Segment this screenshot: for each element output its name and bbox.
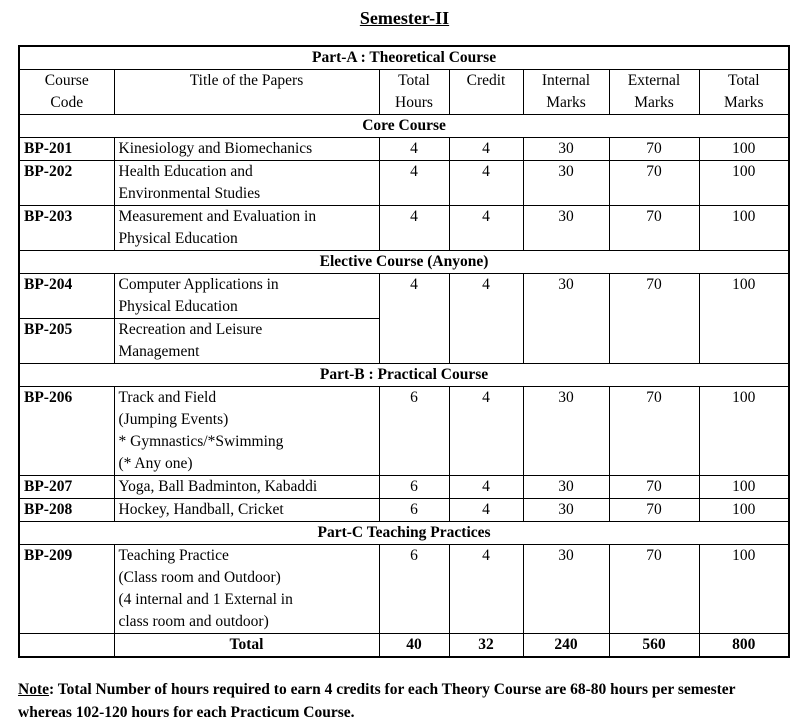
course-title-line: (4 internal and 1 External in xyxy=(118,591,293,608)
course-title-cell xyxy=(114,545,379,634)
course-title-line: Physical Education xyxy=(118,298,238,315)
course-code-cell: BP-209 xyxy=(19,545,114,634)
column-header-line: Marks xyxy=(723,94,764,111)
total-row xyxy=(19,634,789,658)
column-header-line: Internal xyxy=(541,72,591,89)
hours-cell: 4 xyxy=(379,161,449,206)
course-code-cell: BP-202 xyxy=(19,161,114,206)
page-title: Semester-II xyxy=(359,8,450,28)
credit-cell: 4 xyxy=(449,476,523,499)
section-row-core xyxy=(19,115,789,138)
column-header-line: Total xyxy=(727,72,760,89)
course-code-cell: BP-204 xyxy=(19,274,114,319)
course-title-cell xyxy=(114,476,379,499)
total-row-empty-cell xyxy=(19,634,114,658)
internal-marks-cell: 30 xyxy=(523,476,609,499)
section-row-part-a xyxy=(19,46,789,70)
total-marks-cell: 100 xyxy=(699,387,789,476)
internal-marks-cell: 30 xyxy=(523,206,609,251)
total-external-sum: 560 xyxy=(609,634,699,658)
hours-cell: 4 xyxy=(379,206,449,251)
course-title-line: Management xyxy=(118,343,200,360)
table-row-bp204 xyxy=(19,274,789,319)
external-marks-cell: 70 xyxy=(609,206,699,251)
course-title-line: Physical Education xyxy=(118,230,238,247)
section-header-elective: Elective Course (Anyone) xyxy=(19,251,789,274)
course-title-line: Kinesiology and Biomechanics xyxy=(118,140,313,157)
column-header-line: External xyxy=(627,72,681,89)
course-title-line: Environmental Studies xyxy=(118,185,261,202)
course-title-line: (Jumping Events) xyxy=(118,411,229,428)
column-header-line: Marks xyxy=(546,94,586,111)
column-header-row xyxy=(19,70,789,115)
total-marks-cell: 100 xyxy=(699,206,789,251)
course-title-line: class room and outdoor) xyxy=(118,613,269,630)
credit-cell: 4 xyxy=(449,499,523,522)
footnote-label: Note xyxy=(18,681,49,698)
table-row-bp203 xyxy=(19,206,789,251)
internal-marks-cell: 30 xyxy=(523,387,609,476)
course-code-cell: BP-205 xyxy=(19,319,114,364)
section-row-elective xyxy=(19,251,789,274)
course-title-cell xyxy=(114,206,379,251)
table-row-bp207 xyxy=(19,476,789,499)
total-marks-cell: 100 xyxy=(699,545,789,634)
course-title-cell xyxy=(114,138,379,161)
course-title-line: Hockey, Handball, Cricket xyxy=(118,501,284,518)
total-credits-sum: 32 xyxy=(449,634,523,658)
total-row-label: Total xyxy=(114,634,379,658)
section-header-part-a: Part-A : Theoretical Course xyxy=(19,46,789,70)
hours-cell: 6 xyxy=(379,499,449,522)
internal-marks-cell: 30 xyxy=(523,545,609,634)
course-code-cell: BP-206 xyxy=(19,387,114,476)
course-title-line: Computer Applications in xyxy=(118,276,279,293)
column-header-line: Course xyxy=(44,72,89,89)
credit-cell: 4 xyxy=(449,138,523,161)
internal-marks-cell: 30 xyxy=(523,161,609,206)
course-title-line: Teaching Practice xyxy=(118,547,229,564)
total-marks-cell: 100 xyxy=(699,161,789,206)
section-header-part-b: Part-B : Practical Course xyxy=(19,364,789,387)
section-header-part-c: Part-C Teaching Practices xyxy=(19,522,789,545)
course-title-cell xyxy=(114,499,379,522)
table-row-bp202 xyxy=(19,161,789,206)
column-header-credit: Credit xyxy=(449,70,523,115)
internal-marks-cell: 30 xyxy=(523,138,609,161)
external-marks-cell: 70 xyxy=(609,476,699,499)
section-header-core: Core Course xyxy=(19,115,789,138)
course-title-line: Health Education and xyxy=(118,163,253,180)
column-header-internal-marks xyxy=(523,70,609,115)
table-row-bp209 xyxy=(19,545,789,634)
course-code-cell: BP-203 xyxy=(19,206,114,251)
credit-cell-shared: 4 xyxy=(449,274,523,364)
column-header-total-marks xyxy=(699,70,789,115)
total-marks-sum: 800 xyxy=(699,634,789,658)
total-marks-cell: 100 xyxy=(699,138,789,161)
table-row-bp206 xyxy=(19,387,789,476)
course-title-line: (Class room and Outdoor) xyxy=(118,569,281,586)
course-title-line: Yoga, Ball Badminton, Kabaddi xyxy=(118,478,318,495)
credit-cell: 4 xyxy=(449,387,523,476)
course-table xyxy=(18,45,790,658)
section-row-part-c xyxy=(19,522,789,545)
external-marks-cell: 70 xyxy=(609,545,699,634)
course-code-cell: BP-201 xyxy=(19,138,114,161)
total-internal-sum: 240 xyxy=(523,634,609,658)
column-header-line: Code xyxy=(50,94,84,111)
hours-cell: 6 xyxy=(379,387,449,476)
course-code-cell: BP-207 xyxy=(19,476,114,499)
total-marks-cell: 100 xyxy=(699,499,789,522)
column-header-course-code xyxy=(19,70,114,115)
course-title-line: (* Any one) xyxy=(118,455,193,472)
course-title-cell xyxy=(114,161,379,206)
internal-marks-cell-shared: 30 xyxy=(523,274,609,364)
course-title-line: * Gymnastics/*Swimming xyxy=(118,433,284,450)
table-row-bp201 xyxy=(19,138,789,161)
course-code-cell: BP-208 xyxy=(19,499,114,522)
course-title-cell xyxy=(114,319,379,364)
table-row-bp208 xyxy=(19,499,789,522)
course-title-line: Recreation and Leisure xyxy=(118,321,263,338)
credit-cell: 4 xyxy=(449,161,523,206)
credit-cell: 4 xyxy=(449,206,523,251)
internal-marks-cell: 30 xyxy=(523,499,609,522)
hours-cell: 6 xyxy=(379,545,449,634)
course-title-cell xyxy=(114,274,379,319)
hours-cell: 4 xyxy=(379,138,449,161)
course-title-cell xyxy=(114,387,379,476)
column-header-line: Hours xyxy=(395,94,433,111)
column-header-total-hours xyxy=(379,70,449,115)
column-header-line: Marks xyxy=(634,94,674,111)
external-marks-cell: 70 xyxy=(609,161,699,206)
footnote-text: : Total Number of hours required to earn 4 credits for each Theory Course are 68-80 hours per semester whereas 102-120 hours for each Practicum Course. xyxy=(18,681,736,721)
credit-cell: 4 xyxy=(449,545,523,634)
total-hours-sum: 40 xyxy=(379,634,449,658)
column-header-title: Title of the Papers xyxy=(114,70,379,115)
section-row-part-b xyxy=(19,364,789,387)
external-marks-cell: 70 xyxy=(609,138,699,161)
hours-cell: 6 xyxy=(379,476,449,499)
course-title-line: Measurement and Evaluation in xyxy=(118,208,317,225)
course-title-line: Track and Field xyxy=(118,389,217,406)
hours-cell-shared: 4 xyxy=(379,274,449,364)
external-marks-cell-shared: 70 xyxy=(609,274,699,364)
total-marks-cell: 100 xyxy=(699,476,789,499)
column-header-external-marks xyxy=(609,70,699,115)
total-marks-cell-shared: 100 xyxy=(699,274,789,364)
footnote xyxy=(18,678,790,724)
external-marks-cell: 70 xyxy=(609,387,699,476)
external-marks-cell: 70 xyxy=(609,499,699,522)
column-header-line: Total xyxy=(398,72,430,89)
